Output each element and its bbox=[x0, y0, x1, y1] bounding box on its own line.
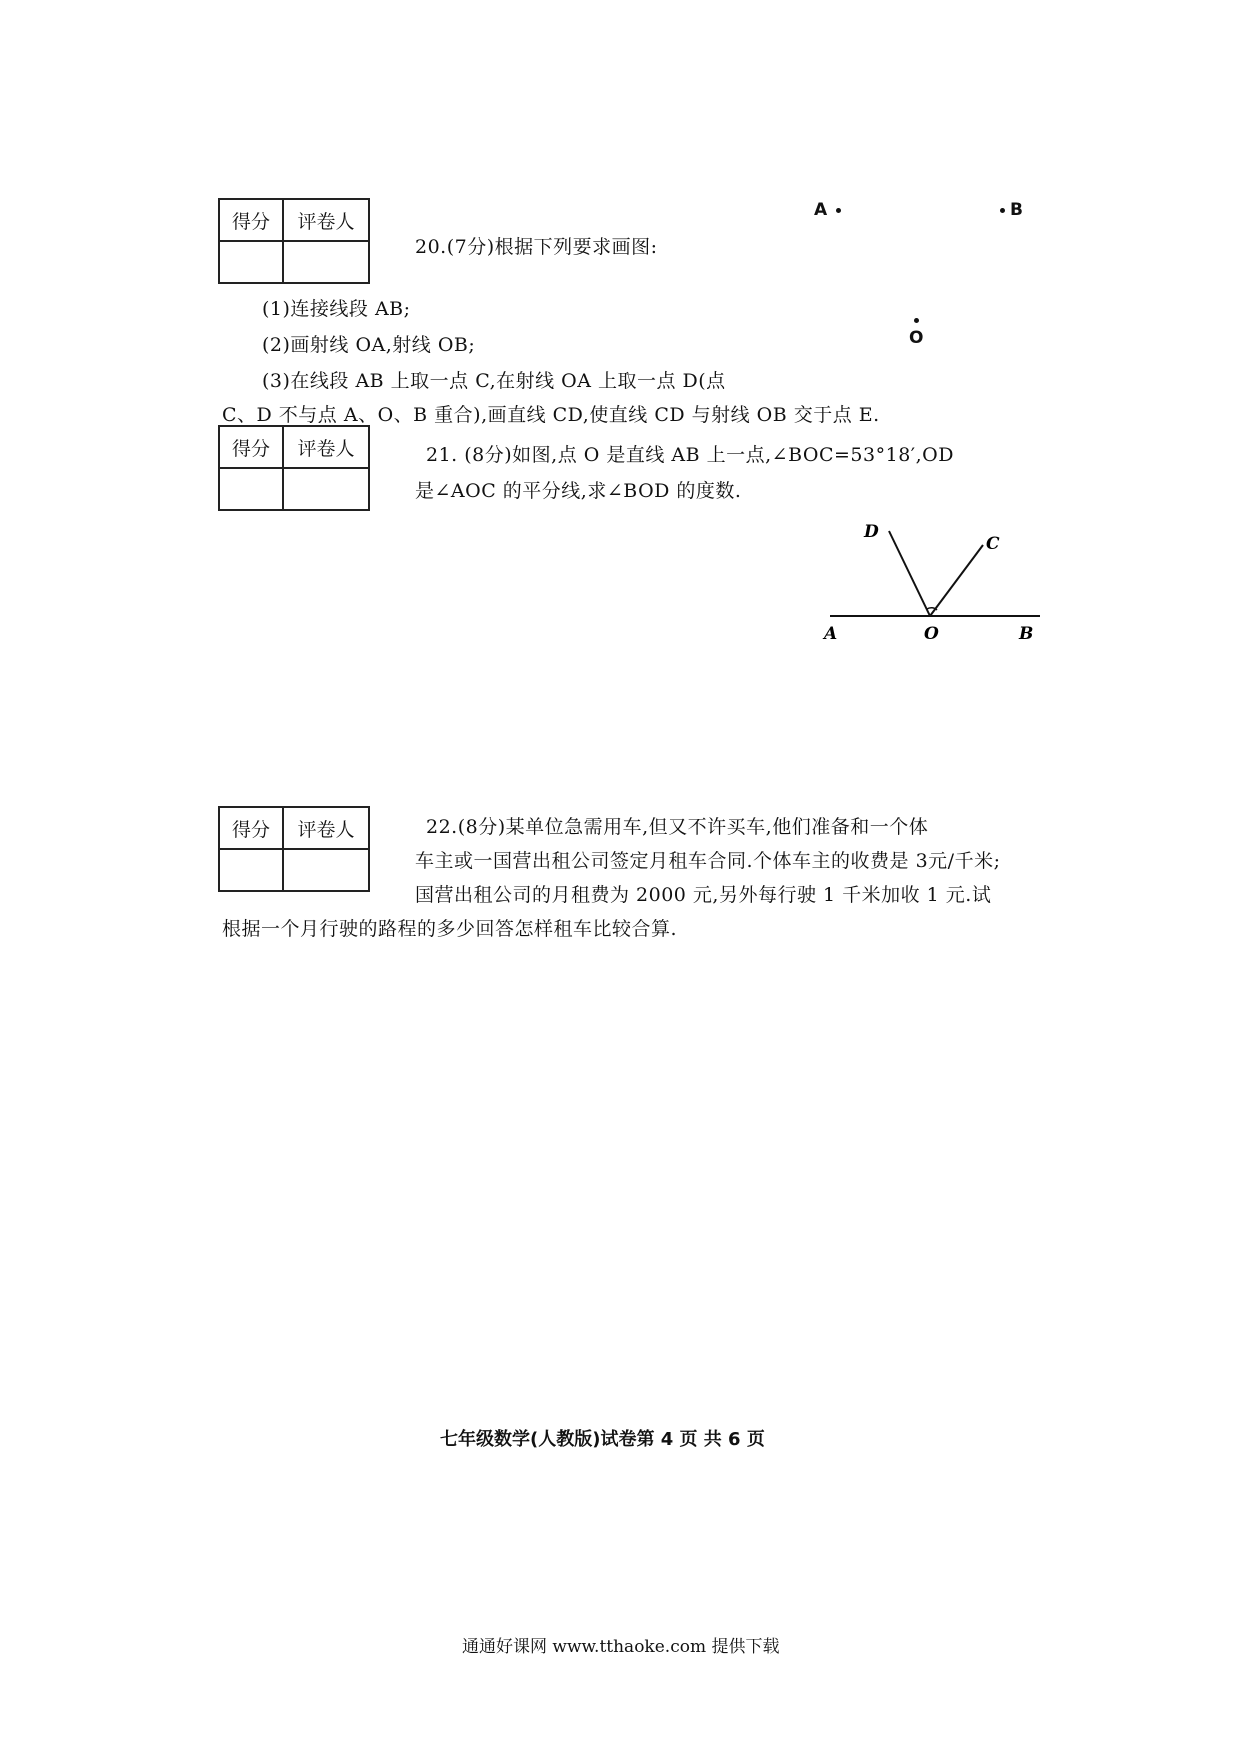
point-o-label: O bbox=[909, 328, 924, 348]
point-a-dot bbox=[836, 208, 841, 213]
score-cell[interactable] bbox=[219, 241, 283, 283]
score-header: 得分 bbox=[219, 426, 283, 468]
ray-oc bbox=[930, 545, 983, 616]
score-table-q20 bbox=[218, 198, 370, 284]
grader-header: 评卷人 bbox=[283, 426, 369, 468]
angle-figure bbox=[800, 515, 1050, 655]
label-d: D bbox=[864, 522, 879, 542]
label-a: A bbox=[824, 624, 838, 644]
point-o-dot bbox=[914, 318, 919, 323]
score-header: 得分 bbox=[219, 199, 283, 241]
angle-mark bbox=[927, 608, 937, 610]
point-b-label: B bbox=[1010, 200, 1023, 220]
grader-cell[interactable] bbox=[283, 849, 369, 891]
grader-header: 评卷人 bbox=[283, 199, 369, 241]
q22-line-2: 车主或一国营出租公司签定月租车合同.个体车主的收费是 3元/千米; bbox=[415, 850, 1001, 872]
score-cell[interactable] bbox=[219, 849, 283, 891]
grader-cell[interactable] bbox=[283, 241, 369, 283]
q20-item-3: (3)在线段 AB 上取一点 C,在射线 OA 上取一点 D(点 bbox=[262, 370, 726, 392]
q20-continuation: C、D 不与点 A、O、B 重合),画直线 CD,使直线 CD 与射线 OB 交于点 E. bbox=[222, 404, 880, 426]
q22-line-3: 国营出租公司的月租费为 2000 元,另外每行驶 1 千米加收 1 元.试 bbox=[415, 884, 992, 906]
point-a-label: A bbox=[814, 200, 828, 220]
label-c: C bbox=[986, 534, 1000, 554]
label-b: B bbox=[1019, 624, 1034, 644]
q20-item-2: (2)画射线 OA,射线 OB; bbox=[262, 334, 476, 356]
ray-od bbox=[889, 531, 930, 616]
q21-line-2: 是∠AOC 的平分线,求∠BOD 的度数. bbox=[415, 480, 742, 502]
q20-item-1: (1)连接线段 AB; bbox=[262, 298, 411, 320]
score-table-q22 bbox=[218, 806, 370, 892]
q21-line-1: 21. (8分)如图,点 O 是直线 AB 上一点,∠BOC=53°18′,OD bbox=[426, 444, 954, 466]
grader-cell[interactable] bbox=[283, 468, 369, 510]
grader-header: 评卷人 bbox=[283, 807, 369, 849]
score-header: 得分 bbox=[219, 807, 283, 849]
score-table-q21 bbox=[218, 425, 370, 511]
q22-line-1: 22.(8分)某单位急需用车,但又不许买车,他们准备和一个体 bbox=[426, 816, 929, 838]
download-credit: 通通好课网 www.tthaoke.com 提供下载 bbox=[462, 1637, 780, 1657]
page-footer: 七年级数学(人教版)试卷第 4 页 共 6 页 bbox=[440, 1429, 765, 1450]
q20-title: 20.(7分)根据下列要求画图: bbox=[415, 236, 658, 258]
score-cell[interactable] bbox=[219, 468, 283, 510]
point-b-dot bbox=[1000, 208, 1005, 213]
label-o: O bbox=[924, 624, 939, 644]
q22-line-4: 根据一个月行驶的路程的多少回答怎样租车比较合算. bbox=[222, 918, 678, 940]
